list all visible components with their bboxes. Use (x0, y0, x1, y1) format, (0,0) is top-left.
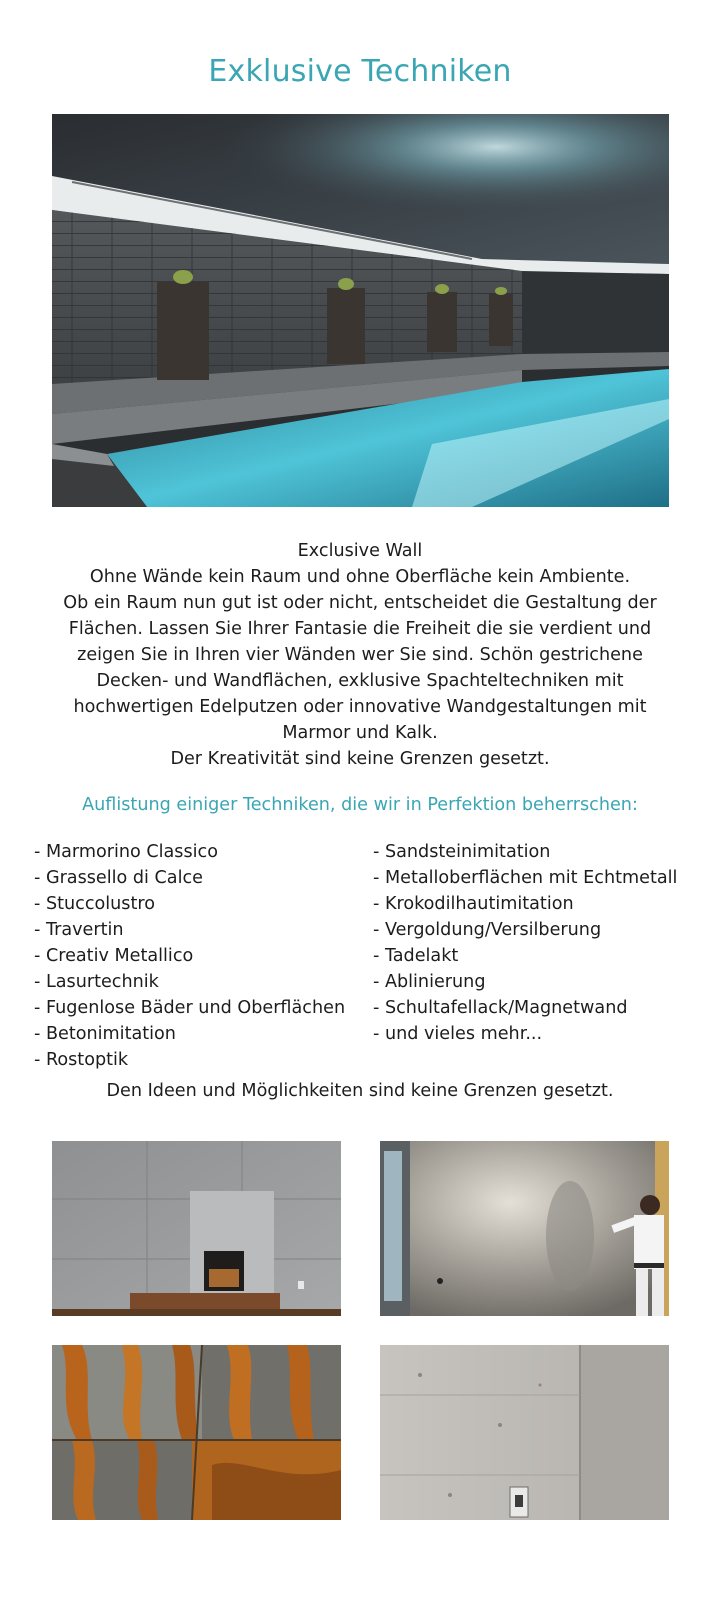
list-item: - Travertin (34, 920, 124, 940)
techniques-list-right (373, 839, 677, 1047)
list-item: - Ablinierung (373, 972, 486, 992)
list-item: - und vieles mehr... (373, 1024, 543, 1044)
closing-text: Den Ideen und Möglichkeiten sind keine Grenzen gesetzt. (106, 1081, 614, 1101)
intro-heading: Exclusive Wall (297, 541, 423, 561)
intro-line: Ohne Wände kein Raum und ohne Oberfläche kein Ambiente. (89, 567, 631, 587)
image-concrete-corner (380, 1345, 669, 1520)
list-item: - Tadelakt (373, 946, 459, 966)
techniques-heading: Auflistung einiger Techniken, die wir in Perfektion beherrschen: (82, 795, 638, 815)
list-item: - Schultafellack/Magnetwand (373, 998, 628, 1018)
intro-line: Ob ein Raum nun gut ist oder nicht, entscheidet die Gestaltung der (63, 593, 657, 613)
intro-line: hochwertigen Edelputzen oder innovative Wandgestaltungen mit (73, 697, 647, 717)
image-metal-wall-worker (380, 1141, 669, 1316)
list-item: - Grassello di Calce (34, 868, 203, 888)
techniques-list-left (34, 839, 345, 1073)
list-item: - Marmorino Classico (34, 842, 218, 862)
intro-line: Marmor und Kalk. (282, 723, 438, 743)
intro-line: zeigen Sie in Ihren vier Wänden wer Sie sind. Schön gestrichene (77, 645, 643, 665)
intro-line: Der Kreativität sind keine Grenzen gesetzt. (170, 749, 550, 769)
image-rust-texture (52, 1345, 341, 1520)
list-item: - Stuccolustro (34, 894, 155, 914)
page-title: Exklusive Techniken (208, 54, 512, 89)
image-concrete-fireplace (52, 1141, 341, 1316)
list-item: - Lasurtechnik (34, 972, 159, 992)
list-item: - Metalloberflächen mit Echtmetall (373, 868, 678, 888)
intro-line: Decken- und Wandflächen, exklusive Spachteltechniken mit (96, 671, 624, 691)
list-item: - Creativ Metallico (34, 946, 194, 966)
list-item: - Vergoldung/Versilberung (373, 920, 602, 940)
intro-text (40, 538, 680, 772)
list-item: - Krokodilhautimitation (373, 894, 574, 914)
list-item: - Sandsteinimitation (373, 842, 551, 862)
hero-image-pool (52, 114, 669, 507)
list-item: - Rostoptik (34, 1050, 129, 1070)
list-item: - Fugenlose Bäder und Oberflächen (34, 998, 346, 1018)
list-item: - Betonimitation (34, 1024, 176, 1044)
intro-line: Flächen. Lassen Sie Ihrer Fantasie die Freiheit die sie verdient und (68, 619, 652, 639)
